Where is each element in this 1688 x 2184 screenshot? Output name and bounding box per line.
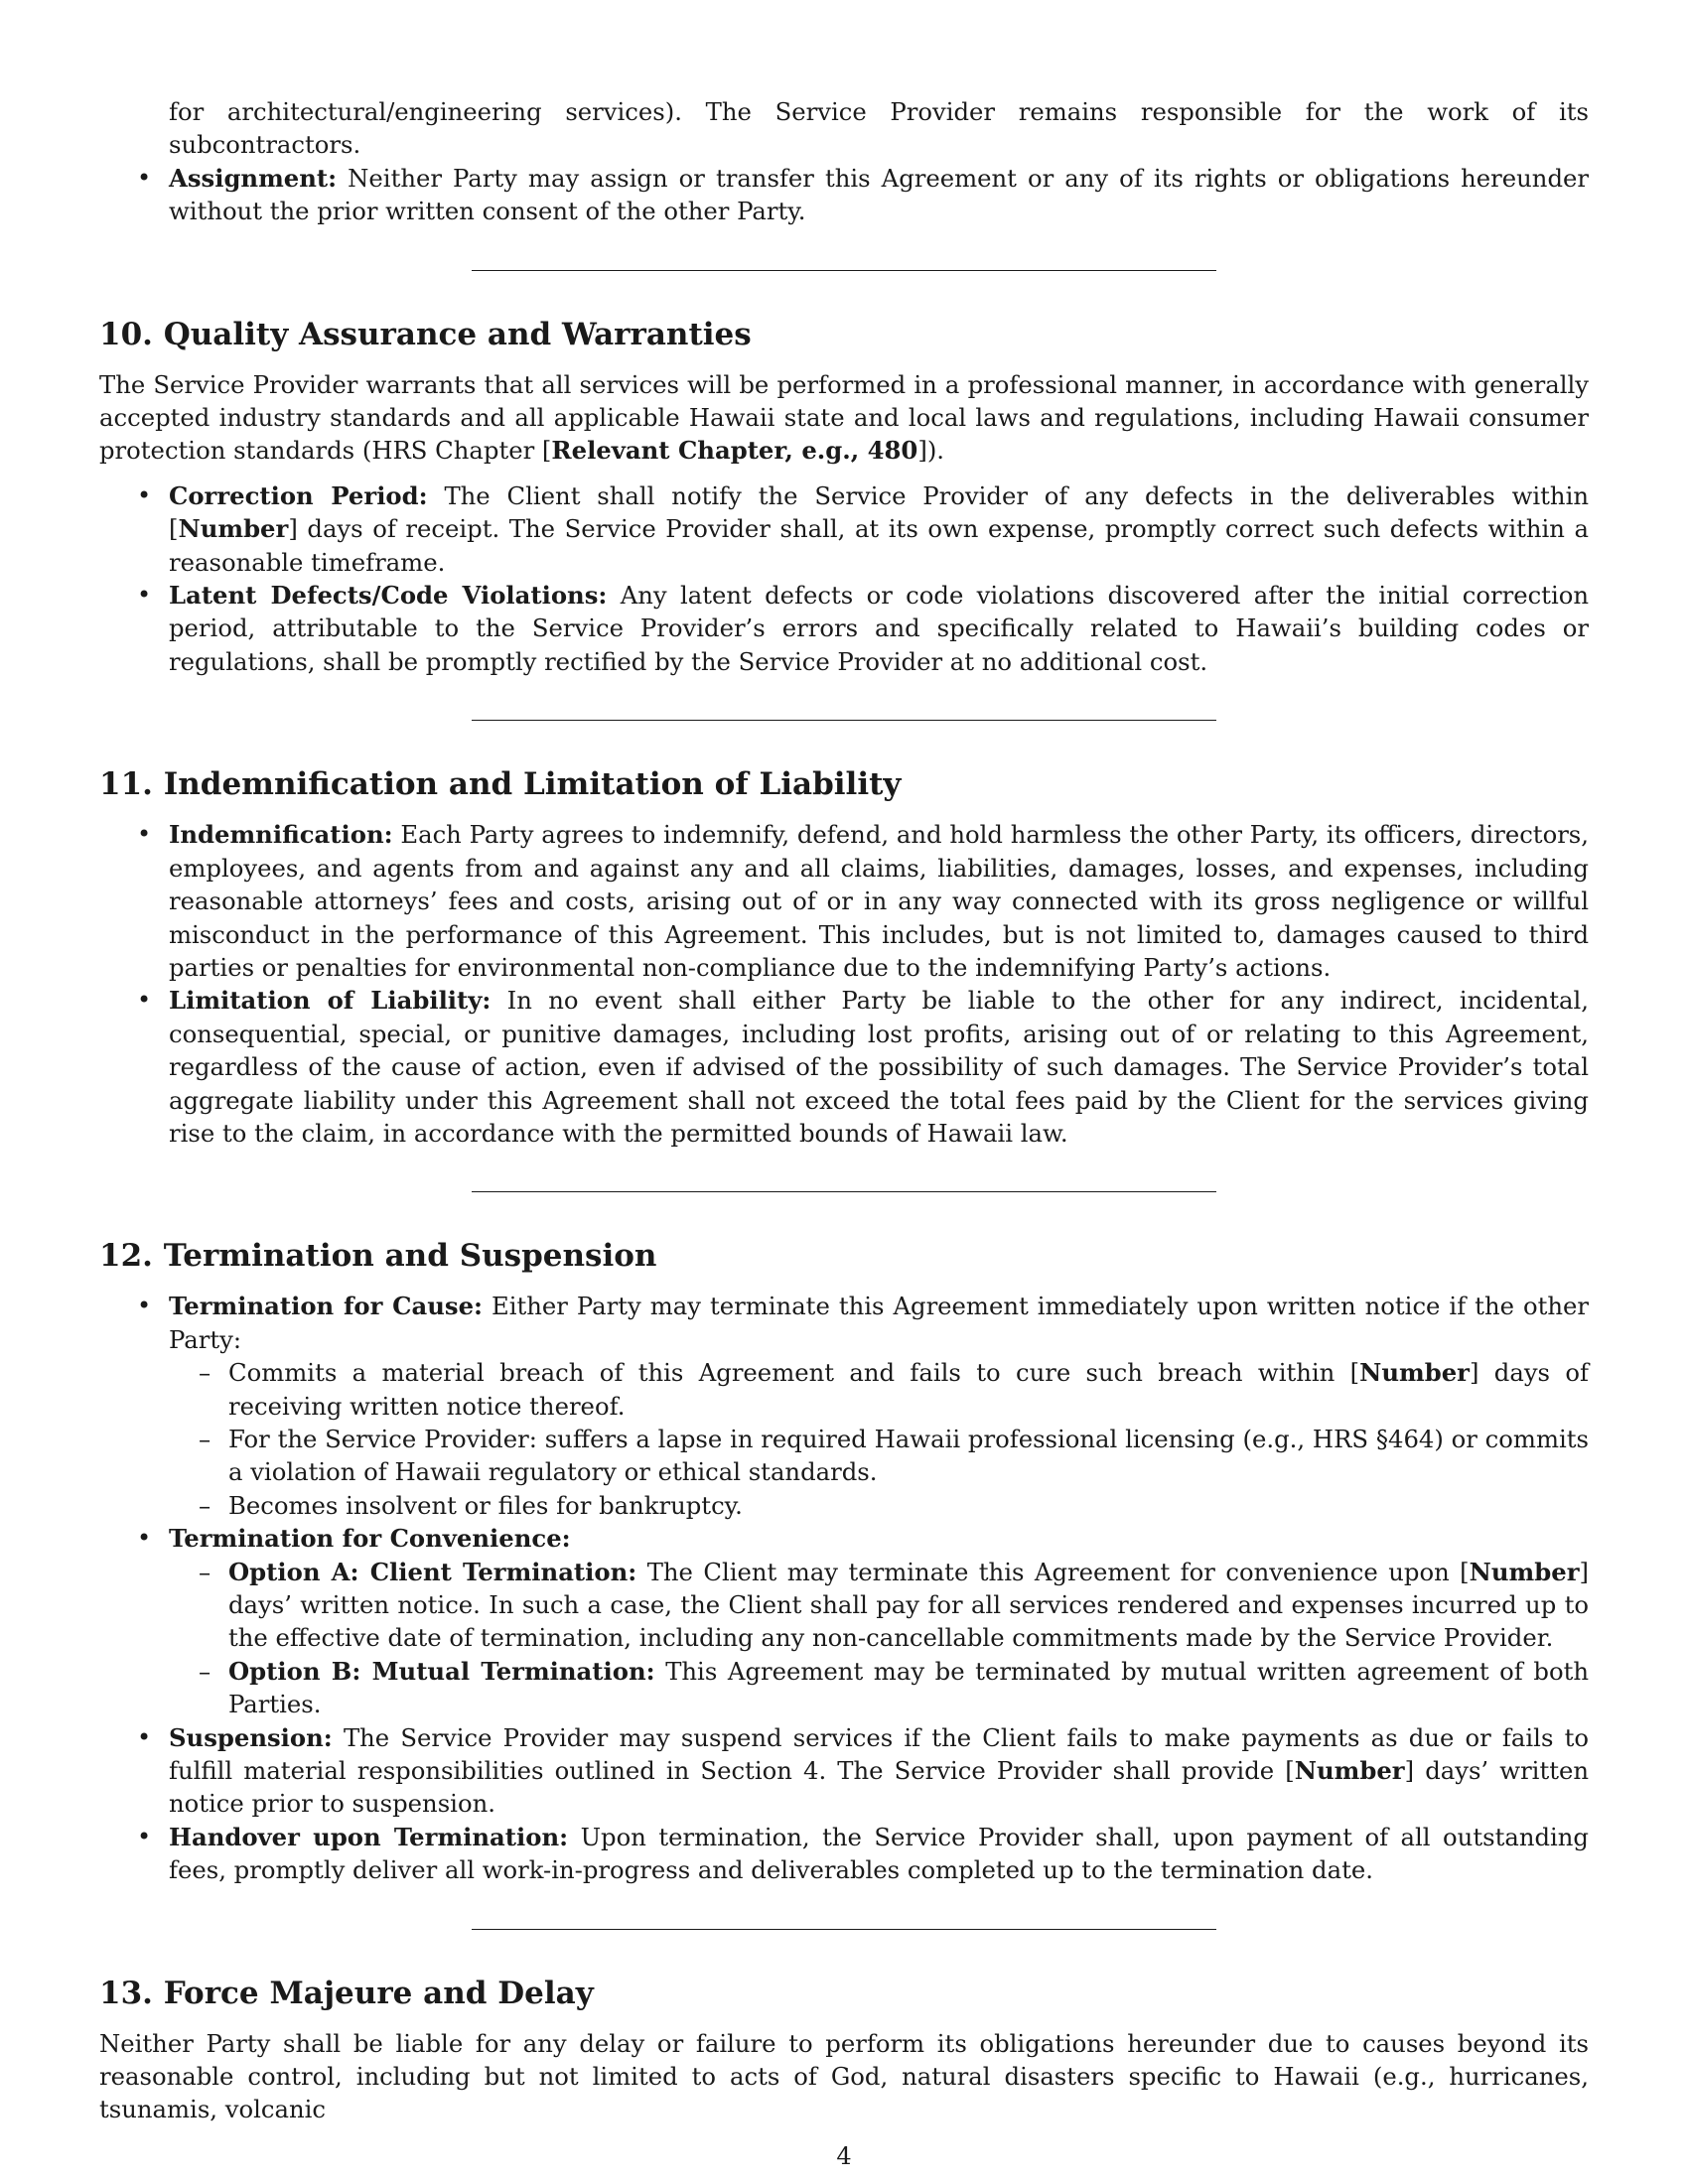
termination-for-cause-item <box>99 1290 1589 1522</box>
option-a-text-b: ] days’ written notice. In such a case, the Client shall pay for all services rendered and expenses incurred up to the effective date of termination, including any non-cancellable commitments made by the Service Provider. <box>228 1557 1589 1653</box>
section-divider <box>472 720 1216 721</box>
section-11-heading: 11. Indemnification and Limitation of Liability <box>99 766 902 803</box>
assignment-text: Neither Party may assign or transfer this Agreement or any of its rights or obligations hereunder without the prior written consent of the other Party. <box>169 163 1589 226</box>
suspension-text-a: The Service Provider may suspend services if the Client fails to make payments as due or fails to fulfill material responsibilities outlined in Section 4. The Service Provider shall provide [ <box>169 1722 1589 1786</box>
suspension-item <box>99 1721 1589 1821</box>
option-b-label: Option B: Mutual Termination: <box>228 1656 655 1686</box>
section-13-intro: Neither Party shall be liable for any delay or failure to perform its obligations hereunder due to causes beyond its reasonable control, including but not limited to acts of God, natural disasters specific to Hawaii (e.g., hurricanes, tsunamis, volcanic <box>99 2028 1589 2124</box>
suspension-label: Suspension: <box>169 1722 333 1752</box>
correction-period-item <box>99 479 1589 579</box>
for-cause-subitem <box>169 1489 1589 1522</box>
handover-label: Handover upon Termination: <box>169 1822 569 1851</box>
continuation-text: for architectural/engineering services). The Service Provider remains responsible for the work of its subcontractors. <box>169 97 1589 160</box>
section-10-intro-placeholder: Relevant Chapter, e.g., 480 <box>551 436 918 466</box>
for-cause-sub3: Becomes insolvent or files for bankruptcy. <box>228 1490 743 1520</box>
for-cause-sub2: For the Service Provider: suffers a lapse in required Hawaii professional licensing (e.g., HRS §464) or commits a violation of Hawaii regulatory or ethical standards. <box>228 1424 1589 1487</box>
document-page <box>99 95 1589 2126</box>
carryover-continuation <box>99 95 1589 162</box>
termination-for-convenience-sublist <box>169 1556 1589 1721</box>
indemnification-label: Indemnification: <box>169 820 393 850</box>
latent-defects-label: Latent Defects/Code Violations: <box>169 581 608 611</box>
handover-item <box>99 1821 1589 1887</box>
handover-text: Upon termination, the Service Provider shall, upon payment of all outstanding fees, promptly deliver all work-in-progress and deliverables completed up to the termination date. <box>169 1822 1589 1885</box>
option-a-placeholder: Number <box>1469 1557 1580 1586</box>
latent-defects-item <box>99 579 1589 678</box>
correction-period-label: Correction Period: <box>169 480 428 510</box>
correction-period-text-b: ] days of receipt. The Service Provider shall, at its own expense, promptly correct such defects within a reasonable timeframe. <box>169 514 1589 577</box>
section-10-intro-after: ]). <box>917 436 945 466</box>
limitation-item <box>99 984 1589 1150</box>
suspension-text-b: ] days’ written notice prior to suspension. <box>169 1756 1590 1819</box>
section-divider <box>472 1929 1216 1930</box>
option-a-label: Option A: Client Termination: <box>228 1557 637 1586</box>
option-a-item <box>169 1556 1589 1655</box>
section-10-list <box>99 479 1589 678</box>
correction-period-placeholder: Number <box>178 514 289 544</box>
section-12-heading: 12. Termination and Suspension <box>99 1238 657 1275</box>
termination-for-cause-sublist <box>169 1356 1589 1522</box>
assignment-item <box>99 162 1589 228</box>
termination-for-convenience-item <box>99 1522 1589 1720</box>
option-b-item <box>169 1655 1589 1721</box>
for-cause-sub1-a: Commits a material breach of this Agreement and fails to cure such breach within [ <box>228 1358 1360 1388</box>
termination-for-convenience-label: Termination for Convenience: <box>169 1524 571 1554</box>
limitation-text: In no event shall either Party be liable to the other for any indirect, incidental, consequential, special, or punitive damages, including lost profits, arising out of or relating to this Agreement, regardless of the cause of action, even if advised of the possibility of such damages. The Service Provider’s total aggregate liability under this Agreement shall not exceed the total fees paid by the Client for the services giving rise to the claim, in accordance with the permitted bounds of Hawaii law. <box>169 986 1589 1148</box>
for-cause-subitem <box>169 1423 1589 1489</box>
for-cause-subitem <box>169 1356 1589 1423</box>
section-10-heading: 10. Quality Assurance and Warranties <box>99 316 752 352</box>
termination-for-cause-text: Either Party may terminate this Agreement immediately upon written notice if the other Party: <box>169 1292 1589 1354</box>
section-10-intro-before: The Service Provider warrants that all services will be performed in a professional manner, in accordance with generally accepted industry standards and all applicable Hawaii state and local laws and regulations, including Hawaii consumer protection standards (HRS Chapter [ <box>99 369 1589 466</box>
section-11-list <box>99 818 1589 1150</box>
page-number: 4 <box>836 2142 852 2170</box>
option-b-text: This Agreement may be terminated by mutual written agreement of both Parties. <box>228 1656 1589 1719</box>
assignment-label: Assignment: <box>169 163 338 193</box>
latent-defects-text: Any latent defects or code violations discovered after the initial correction period, attributable to the Service Provider’s errors and specifically related to Hawaii’s building codes or regulations, shall be promptly rectified by the Service Provider at no additional cost. <box>169 581 1589 676</box>
limitation-label: Limitation of Liability: <box>169 986 492 1016</box>
section-12-list <box>99 1290 1589 1886</box>
carryover-list <box>99 95 1589 162</box>
correction-period-text-a: The Client shall notify the Service Provider of any defects in the deliverables within [ <box>169 480 1590 544</box>
assignment-list <box>99 162 1589 228</box>
termination-for-cause-label: Termination for Cause: <box>169 1292 483 1321</box>
section-divider <box>472 1191 1216 1192</box>
suspension-placeholder: Number <box>1294 1756 1405 1786</box>
for-cause-sub1-placeholder: Number <box>1359 1358 1470 1388</box>
section-10-intro <box>99 368 1589 468</box>
section-13-heading: 13. Force Majeure and Delay <box>99 1975 594 2011</box>
indemnification-text: Each Party agrees to indemnify, defend, and hold harmless the other Party, its officers, directors, employees, and agents from and against any and all claims, liabilities, damages, losses, and expenses, including reasonable attorneys’ fees and costs, arising out of or in any way connected with its gross negligence or willful misconduct in the performance of this Agreement. This includes, but is not limited to, damages caused to third parties or penalties for environmental non-compliance due to the indemnifying Party’s actions. <box>169 820 1589 982</box>
indemnification-item <box>99 818 1589 984</box>
for-cause-sub1-b: ] days of receiving written notice thereof. <box>228 1358 1589 1421</box>
section-divider <box>472 270 1216 271</box>
option-a-text-a: The Client may terminate this Agreement for convenience upon [ <box>636 1557 1470 1586</box>
